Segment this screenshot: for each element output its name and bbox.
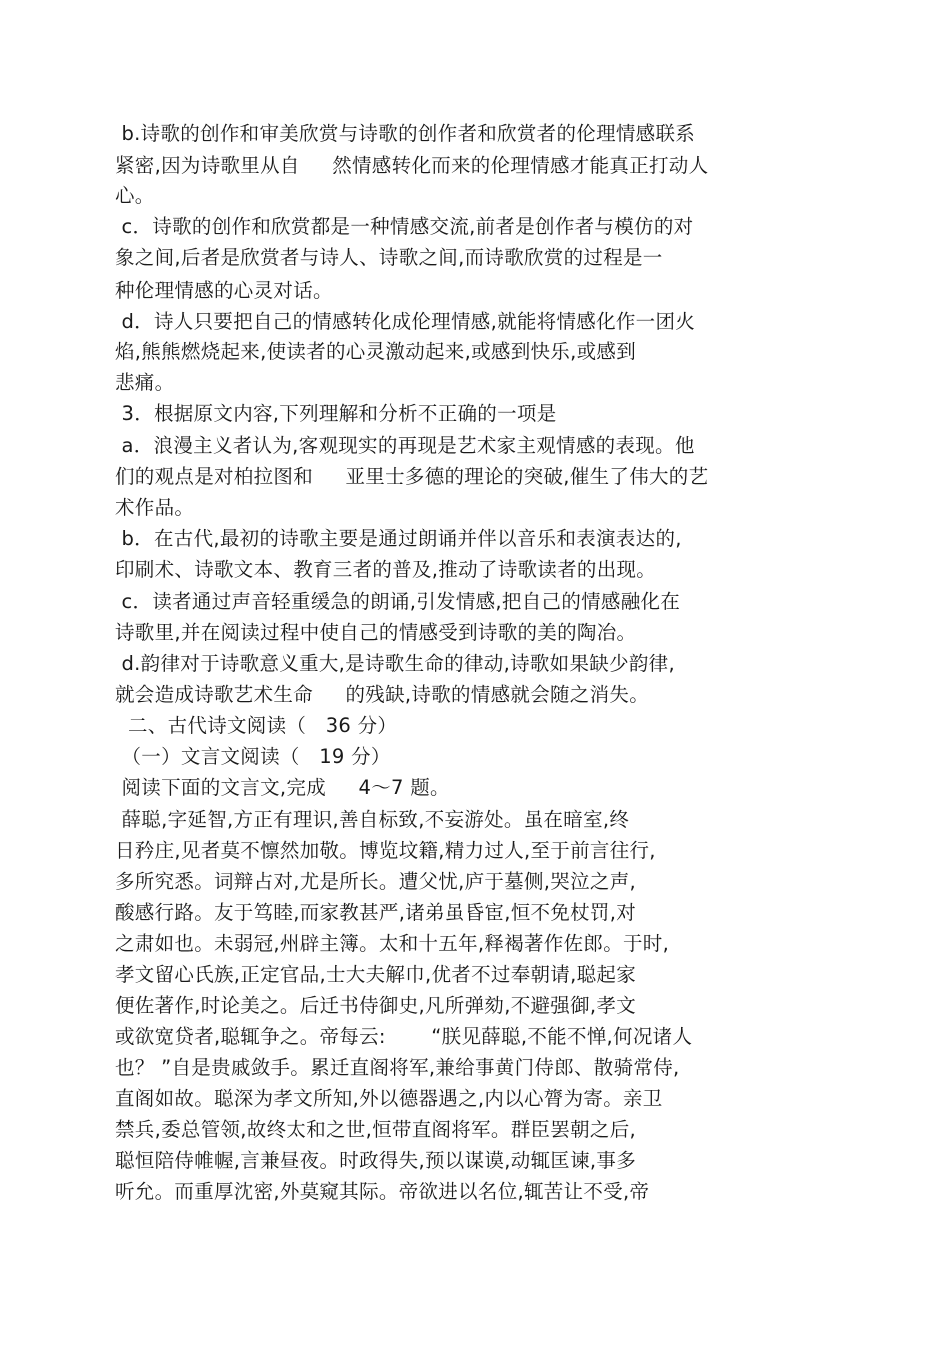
text-line: 印刷术、诗歌文本、教育三者的普及,推动了诗歌读者的出现。 bbox=[115, 558, 657, 581]
text-line: b．在古代,最初的诗歌主要是通过朗诵并伴以音乐和表演表达的, bbox=[115, 527, 682, 550]
text-line: b.诗歌的创作和审美欣赏与诗歌的创作者和欣赏者的伦理情感联系 bbox=[115, 122, 696, 145]
text-line: a．浪漫主义者认为,客观现实的再现是艺术家主观情感的表现。他 bbox=[115, 434, 695, 457]
text-line: 或欲宽贷者,聪辄争之。帝每云: “朕见薛聪,不能不惮,何况诸人 bbox=[115, 1025, 693, 1048]
text-line: 诗歌里,并在阅读过程中使自己的情感受到诗歌的美的陶冶。 bbox=[115, 621, 637, 644]
text-line: 多所究悉。词辩占对,尤是所长。遭父忧,庐于墓侧,哭泣之声, bbox=[115, 870, 636, 893]
text-line: 们的观点是对柏拉图和 亚里士多德的理论的突破,催生了伟大的艺 bbox=[115, 465, 709, 488]
text-line: 象之间,后者是欣赏者与诗人、诗歌之间,而诗歌欣赏的过程是一 bbox=[115, 246, 663, 269]
text-line: 禁兵,委总管领,故终太和之世,恒带直阁将军。群臣罢朝之后, bbox=[115, 1118, 636, 1141]
text-line: 术作品。 bbox=[115, 496, 195, 519]
text-line: 紧密,因为诗歌里从自 然情感转化而来的伦理情感才能真正打动人 bbox=[115, 154, 709, 177]
text-line: 悲痛。 bbox=[115, 371, 175, 394]
text-line: 就会造成诗歌艺术生命 的残缺,诗歌的情感就会随之消失。 bbox=[115, 683, 649, 706]
text-line: 焰,熊熊燃烧起来,使读者的心灵激动起来,或感到快乐,或感到 bbox=[115, 340, 636, 363]
subsection-heading: （一）文言文阅读（ 19 分） bbox=[115, 745, 391, 768]
text-line: 酸感行路。友于笃睦,而家教甚严,诸弟虽昏宦,恒不免杖罚,对 bbox=[115, 901, 636, 924]
text-line: 之肃如也。未弱冠,州辟主簿。太和十五年,释褐著作佐郎。于时, bbox=[115, 932, 670, 955]
instruction-line: 阅读下面的文言文,完成 4～7 题。 bbox=[115, 776, 450, 799]
text-line: 便佐著作,时论美之。后迁书侍御史,凡所弹劾,不避强御,孝文 bbox=[115, 994, 636, 1017]
text-line: 聪恒陪侍帷幄,言兼昼夜。时政得失,预以谋谟,动辄匡谏,事多 bbox=[115, 1149, 636, 1172]
text-line: 听允。而重厚沈密,外莫窥其际。帝欲进以名位,辄苦让不受,帝 bbox=[115, 1180, 650, 1203]
section-heading: 二、古代诗文阅读（ 36 分） bbox=[115, 714, 398, 737]
text-line: c．读者通过声音轻重缓急的朗诵,引发情感,把自己的情感融化在 bbox=[115, 590, 681, 613]
text-line: 日矜庄,见者莫不懔然加敬。博览坟籍,精力过人,至于前言往行, bbox=[115, 839, 656, 862]
text-line: c．诗歌的创作和欣赏都是一种情感交流,前者是创作者与模仿的对 bbox=[115, 215, 694, 238]
text-line: 也？ ”自是贵戚敛手。累迁直阁将军,兼给事黄门侍郎、散骑常侍, bbox=[115, 1056, 680, 1079]
text-line: 心。 bbox=[115, 184, 155, 207]
text-line: d.韵律对于诗歌意义重大,是诗歌生命的律动,诗歌如果缺少韵律, bbox=[115, 652, 675, 675]
text-line: 直阁如故。聪深为孝文所知,外以德器遇之,内以心膂为寄。亲卫 bbox=[115, 1087, 663, 1110]
text-line: d．诗人只要把自己的情感转化成伦理情感,就能将情感化作一团火 bbox=[115, 310, 696, 333]
text-line: 薛聪,字延智,方正有理识,善自标致,不妄游处。虽在暗室,终 bbox=[115, 808, 630, 831]
question-heading: 3．根据原文内容,下列理解和分析不正确的一项是 bbox=[115, 402, 557, 425]
text-line: 孝文留心氏族,正定官品,士大夫解巾,优者不过奉朝请,聪起家 bbox=[115, 963, 636, 986]
text-line: 种伦理情感的心灵对话。 bbox=[115, 279, 333, 302]
